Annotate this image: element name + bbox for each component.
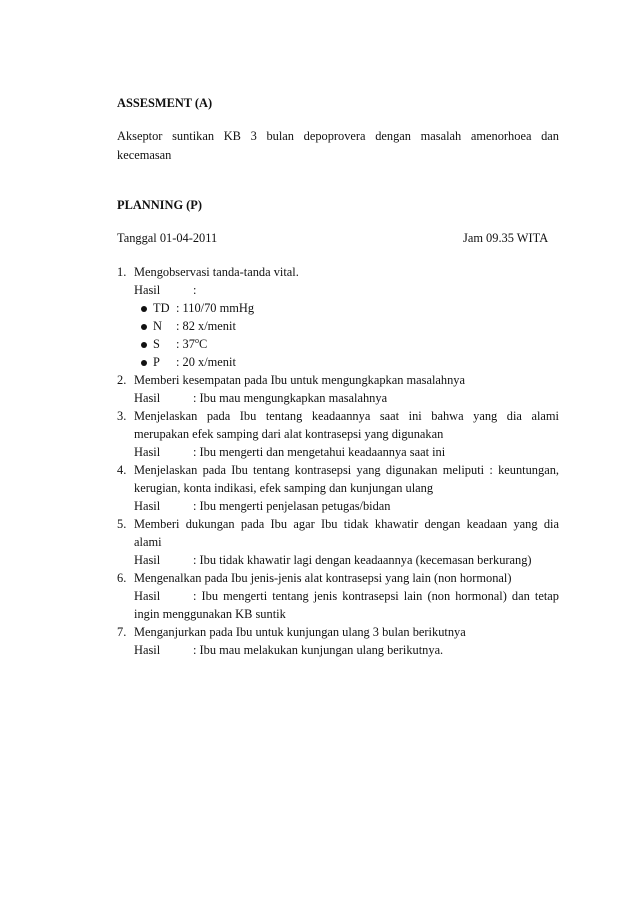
- vital-s-unit: C: [198, 337, 208, 351]
- item-4-line1: Menjelaskan pada Ibu tentang kontrasepsi yang digunakan meliputi : keuntungan,: [134, 463, 559, 477]
- item-2-hasil-text: : Ibu mau mengungkapkan masalahnya: [193, 391, 388, 405]
- vital-s-degree: o: [194, 335, 199, 345]
- item-1-hasil-colon: :: [193, 283, 197, 297]
- item-6-number: 6.: [117, 571, 127, 585]
- assessment-heading: ASSESMENT (A): [117, 96, 213, 110]
- vital-n-label: N: [153, 319, 162, 333]
- vital-td-value: : 110/70 mmHg: [176, 301, 255, 315]
- item-6-hasil-line2: ingin menggunakan KB suntik: [134, 607, 286, 621]
- item-6-hasil-label: Hasil: [134, 589, 161, 603]
- item-5-number: 5.: [117, 517, 127, 531]
- item-4-hasil-text: : Ibu mengerti penjelasan petugas/bidan: [193, 499, 391, 513]
- item-1-text: Mengobservasi tanda-tanda vital.: [134, 265, 299, 279]
- item-3-hasil-text: : Ibu mengerti dan mengetahui keadaannya saat ini: [193, 445, 446, 459]
- item-5-line1: Memberi dukungan pada Ibu agar Ibu tidak khawatir dengan keadaan yang dia: [134, 517, 559, 531]
- planning-time: Jam 09.35 WITA: [463, 231, 549, 245]
- item-1-hasil-label: Hasil: [134, 283, 161, 297]
- assessment-text-line1: Akseptor suntikan KB 3 bulan depoprovera dengan masalah amenorhoea dan: [117, 129, 559, 143]
- assessment-text-line2: kecemasan: [117, 148, 172, 162]
- vital-p-label: P: [153, 355, 160, 369]
- item-3-hasil-label: Hasil: [134, 445, 161, 459]
- bullet-icon: [141, 342, 147, 348]
- item-6-hasil-text: : Ibu mengerti tentang jenis kontrasepsi lain (non hormonal) dan tetap: [193, 589, 559, 603]
- item-3-line1: Menjelaskan pada Ibu tentang keadaannya saat ini bahwa yang dia alami: [134, 409, 559, 423]
- bullet-icon: [141, 360, 147, 366]
- vital-td-label: TD: [153, 301, 170, 315]
- bullet-icon: [141, 324, 147, 330]
- item-4-hasil-label: Hasil: [134, 499, 161, 513]
- item-5-hasil-text: : Ibu tidak khawatir lagi dengan keadaannya (kecemasan berkurang): [193, 553, 532, 567]
- bullet-icon: [141, 306, 147, 312]
- item-7-number: 7.: [117, 625, 127, 639]
- vital-s-label: S: [153, 337, 160, 351]
- item-5-hasil-label: Hasil: [134, 553, 161, 567]
- item-7-hasil-text: : Ibu mau melakukan kunjungan ulang berikutnya.: [193, 643, 444, 657]
- item-7-line1: Menganjurkan pada Ibu untuk kunjungan ulang 3 bulan berikutnya: [134, 625, 466, 639]
- item-6-line1: Mengenalkan pada Ibu jenis-jenis alat kontrasepsi yang lain (non hormonal): [134, 571, 512, 585]
- item-4-number: 4.: [117, 463, 127, 477]
- item-3-line2: merupakan efek samping dari alat kontrasepsi yang digunakan: [134, 427, 444, 441]
- item-2-hasil-label: Hasil: [134, 391, 161, 405]
- item-7-hasil-label: Hasil: [134, 643, 161, 657]
- vital-s-value: [176, 337, 207, 352]
- item-5-line2: alami: [134, 535, 162, 549]
- item-1-number: 1.: [117, 265, 127, 279]
- vital-p-value: : 20 x/menit: [176, 355, 236, 369]
- planning-date: Tanggal 01-04-2011: [117, 231, 218, 245]
- planning-heading: PLANNING (P): [117, 198, 203, 212]
- item-2-text: Memberi kesempatan pada Ibu untuk mengungkapkan masalahnya: [134, 373, 466, 387]
- vital-n-value: : 82 x/menit: [176, 319, 236, 333]
- item-3-number: 3.: [117, 409, 127, 423]
- vital-s-value-number: : 37: [176, 337, 195, 351]
- item-2-number: 2.: [117, 373, 127, 387]
- item-4-line2: kerugian, konta indikasi, efek samping dan kunjungan ulang: [134, 481, 434, 495]
